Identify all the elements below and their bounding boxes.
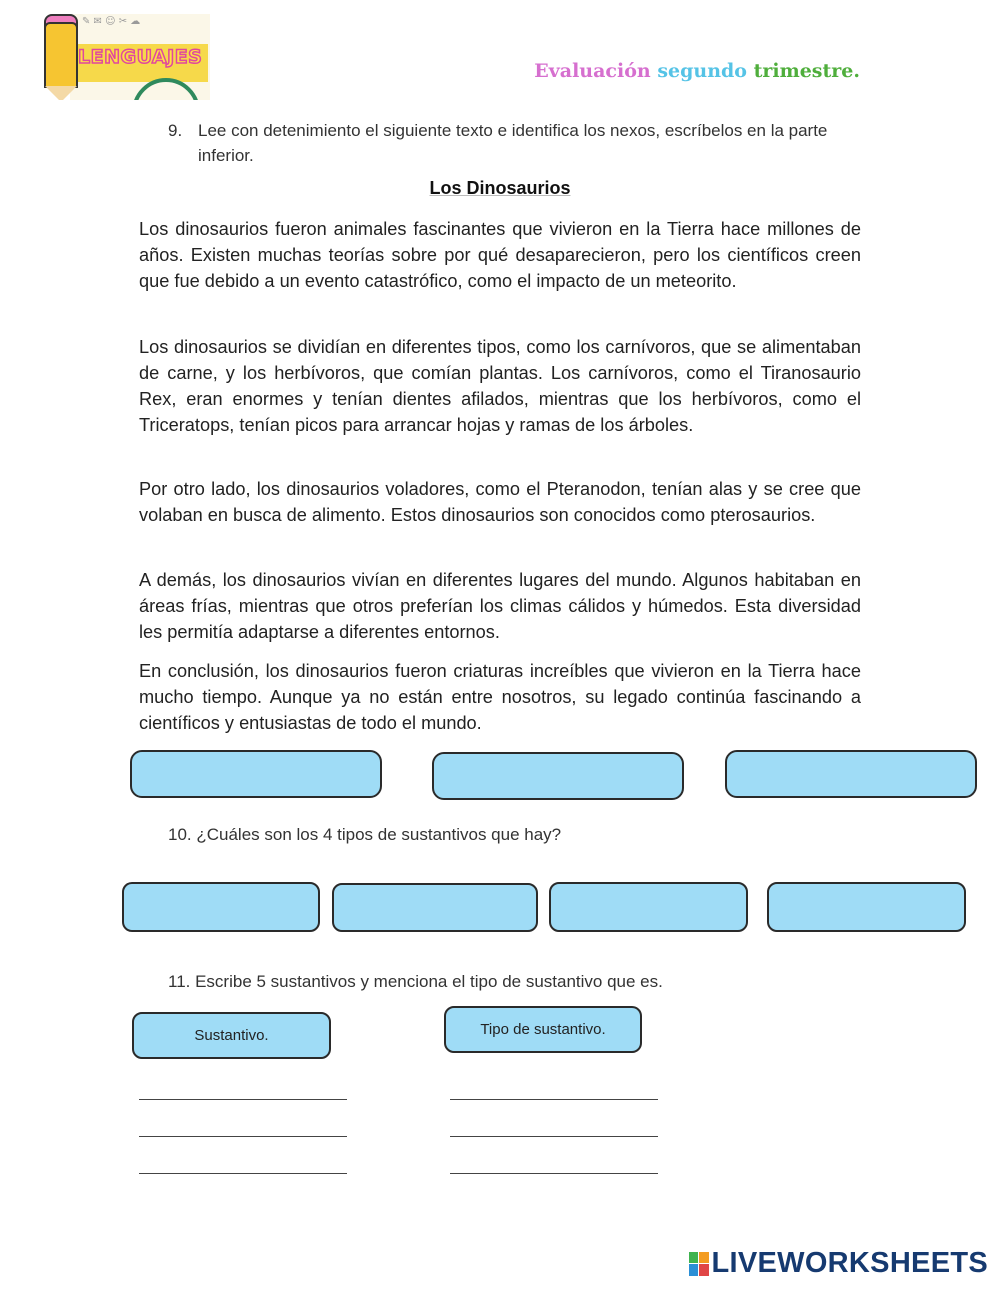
- paragraph-2: Los dinosaurios se dividían en diferentes tipos, como los carnívoros, que se alimentaban de carne, y los herbívoros, que comían plantas. Los carnívoros, como el Tiranosaurio Rex, eran enormes y tenían dientes afilados, mientras que los herbívoros, como el Triceratops, tenían picos para arrancar hojas y ramas de los árboles.: [139, 337, 861, 435]
- sustantivo-header-label: Sustantivo.: [194, 1027, 269, 1044]
- question-11-text: 11. Escribe 5 sustantivos y menciona el tipo de sustantivo que es.: [168, 972, 663, 991]
- noun-type-box-2[interactable]: [332, 883, 538, 932]
- noun-type-box-3[interactable]: [549, 882, 748, 932]
- sustantivo-header-box: [132, 1012, 331, 1059]
- page-title: [534, 60, 860, 82]
- question-9-text: Lee con detenimiento el siguiente texto e identifica los nexos, escríbelos en la parte inferior.: [198, 121, 828, 165]
- doodle-icon: ✎ ✉ ☺ ✂ ☁: [82, 16, 141, 27]
- sustantivo-answer-line-1[interactable]: [139, 1099, 347, 1100]
- question-10-text: 10. ¿Cuáles son los 4 tipos de sustantivos que hay?: [168, 825, 562, 844]
- noun-type-box-4[interactable]: [767, 882, 966, 932]
- logo-text: LENGUAJES: [78, 46, 203, 68]
- tipo-answer-line-2[interactable]: [450, 1136, 658, 1137]
- nexo-answer-box-2[interactable]: [432, 752, 684, 800]
- tipo-answer-line-1[interactable]: [450, 1099, 658, 1100]
- liveworksheets-mark-icon: [689, 1252, 709, 1276]
- liveworksheets-brand-text: LIVEWORKSHEETS: [711, 1247, 988, 1279]
- liveworksheets-logo: [689, 1247, 989, 1280]
- nexo-answer-box-1[interactable]: [130, 750, 382, 798]
- tipo-answer-line-3[interactable]: [450, 1173, 658, 1174]
- sustantivo-answer-line-3[interactable]: [139, 1173, 347, 1174]
- paragraph-3: Por otro lado, los dinosaurios voladores, como el Pteranodon, tenían alas y se cree que volaban en busca de alimento. Estos dinosaurios son conocidos como pterosaurios.: [139, 479, 861, 525]
- paragraph-5: En conclusión, los dinosaurios fueron criaturas increíbles que vivieron en la Tierra hace mucho tiempo. Aunque ya no están entre nosotros, su legado continúa fascinando a científicos y entusiastas de todo el mundo.: [139, 661, 861, 733]
- title-word-1: Evaluación: [534, 60, 651, 82]
- tipo-header-label: Tipo de sustantivo.: [480, 1021, 606, 1038]
- paragraph-4: A demás, los dinosaurios vivían en diferentes lugares del mundo. Algunos habitaban en áreas frías, mientras que otros preferían los climas cálidos y húmedos. Esta diversidad les permitía adaptarse a diferentes entornos.: [139, 570, 861, 642]
- nexo-answer-box-3[interactable]: [725, 750, 977, 798]
- paragraph-1: Los dinosaurios fueron animales fascinantes que vivieron en la Tierra hace millones de años. Existen muchas teorías sobre por qué desaparecieron, pero los científicos creen que fue debido a un evento catastrófico, como el impacto de un meteorito.: [139, 219, 861, 291]
- tipo-header-box: [444, 1006, 642, 1053]
- sustantivo-answer-line-2[interactable]: [139, 1136, 347, 1137]
- pencil-tip-icon: [45, 86, 77, 100]
- reading-title-text: Los Dinosaurios: [429, 178, 571, 198]
- lenguajes-logo: [40, 14, 210, 100]
- reading-title: [0, 178, 1000, 199]
- title-word-3: trimestre.: [753, 60, 860, 82]
- pencil-icon: [44, 22, 78, 88]
- title-word-2: segundo: [657, 60, 747, 82]
- question-9-number: 9.: [168, 121, 183, 140]
- noun-type-box-1[interactable]: [122, 882, 320, 932]
